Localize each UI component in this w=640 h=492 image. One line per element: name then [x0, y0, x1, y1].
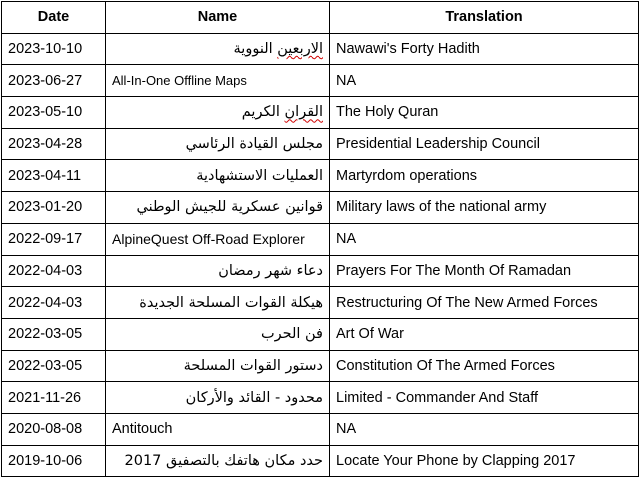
cell-name-rest: النووية: [233, 41, 278, 58]
cell-name: All-In-One Offline Maps: [106, 65, 330, 97]
header-date: Date: [2, 2, 106, 34]
table-row: [2, 445, 639, 477]
cell-date: 2023-10-10: [2, 33, 106, 65]
cell-date: 2022-04-03: [2, 255, 106, 287]
cell-date: 2023-06-27: [2, 65, 106, 97]
cell-name: هيكلة القوات المسلحة الجديدة: [106, 287, 330, 319]
cell-name: محدود - القائد والأركان: [106, 382, 330, 414]
cell-name: مجلس القيادة الرئاسي: [106, 128, 330, 160]
cell-name-underlined-word: الاربعين: [277, 41, 323, 58]
cell-name: دستور القوات المسلحة: [106, 350, 330, 382]
cell-name: دعاء شهر رمضان: [106, 255, 330, 287]
cell-translation: NA: [330, 413, 639, 445]
cell-translation: NA: [330, 65, 639, 97]
cell-translation: Military laws of the national army: [330, 192, 639, 224]
table-row: [2, 413, 639, 445]
cell-translation: Limited - Commander And Staff: [330, 382, 639, 414]
table-row: [2, 318, 639, 350]
cell-translation: Restructuring Of The New Armed Forces: [330, 287, 639, 319]
cell-date: 2022-04-03: [2, 287, 106, 319]
cell-name: حدد مكان هاتفك بالتصفيق 2017: [106, 445, 330, 477]
table-row: [2, 33, 639, 65]
cell-translation: The Holy Quran: [330, 97, 639, 129]
cell-name: [106, 97, 330, 129]
cell-name-rest: الكريم: [241, 104, 285, 121]
table-row: [2, 382, 639, 414]
header-translation: Translation: [330, 2, 639, 34]
cell-date: 2022-03-05: [2, 318, 106, 350]
table-row: [2, 255, 639, 287]
cell-date: 2021-11-26: [2, 382, 106, 414]
cell-translation: Nawawi's Forty Hadith: [330, 33, 639, 65]
cell-name: Antitouch: [106, 413, 330, 445]
table-row: [2, 350, 639, 382]
cell-translation: Martyrdom operations: [330, 160, 639, 192]
cell-name: [106, 33, 330, 65]
cell-date: 2023-04-11: [2, 160, 106, 192]
cell-translation: Prayers For The Month Of Ramadan: [330, 255, 639, 287]
cell-name: AlpineQuest Off-Road Explorer: [106, 223, 330, 255]
cell-translation: Presidential Leadership Council: [330, 128, 639, 160]
cell-date: 2020-08-08: [2, 413, 106, 445]
cell-name: فن الحرب: [106, 318, 330, 350]
table-row: [2, 287, 639, 319]
cell-date: 2022-03-05: [2, 350, 106, 382]
header-name: Name: [106, 2, 330, 34]
cell-date: 2019-10-06: [2, 445, 106, 477]
table-row: [2, 223, 639, 255]
cell-date: 2022-09-17: [2, 223, 106, 255]
apps-table: [1, 1, 639, 477]
cell-name: قوانين عسكرية للجيش الوطني: [106, 192, 330, 224]
cell-name-underlined-word: القران: [284, 104, 323, 121]
table-row: [2, 160, 639, 192]
cell-translation: Constitution Of The Armed Forces: [330, 350, 639, 382]
cell-date: 2023-05-10: [2, 97, 106, 129]
cell-translation: Locate Your Phone by Clapping 2017: [330, 445, 639, 477]
cell-name: العمليات الاستشهادية: [106, 160, 330, 192]
cell-translation: NA: [330, 223, 639, 255]
table-row: [2, 97, 639, 129]
table-row: [2, 65, 639, 97]
cell-translation: Art Of War: [330, 318, 639, 350]
table-row: [2, 192, 639, 224]
cell-date: 2023-01-20: [2, 192, 106, 224]
header-row: [2, 2, 639, 34]
table-row: [2, 128, 639, 160]
cell-date: 2023-04-28: [2, 128, 106, 160]
